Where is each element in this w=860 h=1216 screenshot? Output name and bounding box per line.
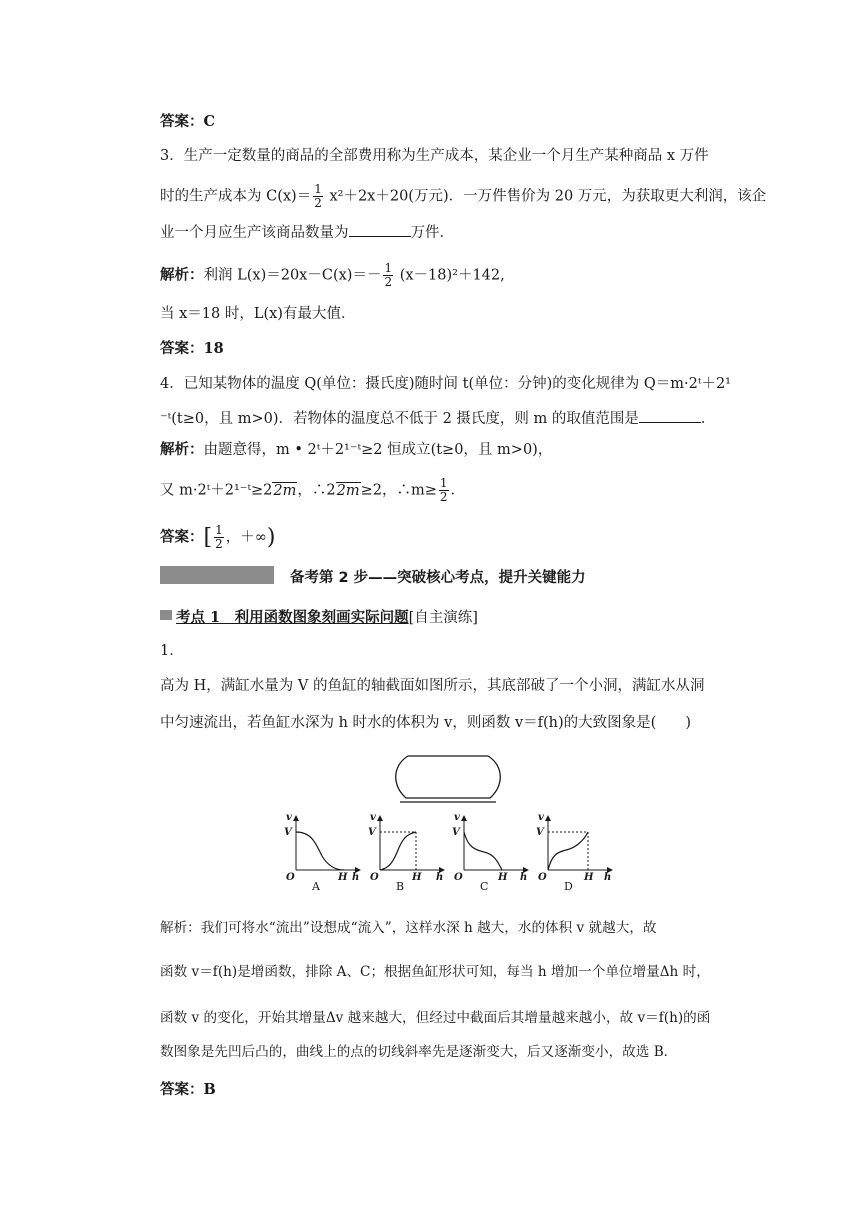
q4-line2end: ． — [700, 411, 716, 427]
q4-solution-2 — [160, 477, 465, 504]
axis-label: O — [454, 872, 463, 883]
graph-letter-b: B — [396, 880, 405, 893]
frac-den: 2 — [314, 196, 322, 210]
q3-line2 — [160, 183, 766, 210]
section-title: 备考第 2 步——突破核心考点，提升关键能力 — [290, 570, 586, 586]
answer-1: 答案：C — [160, 113, 216, 130]
q3-solution — [160, 262, 505, 289]
solution-label: 解析： — [160, 266, 204, 284]
fraction — [313, 183, 323, 210]
fraction — [383, 262, 393, 289]
axis-label: H — [498, 872, 508, 883]
solution-line1: 解析：我们可将水“流出”设想成“流入”，这样水深 h 越大，水的体积 v 就越大，故 — [160, 920, 657, 936]
q3-line3a: 业一个月应生产该商品数量为 — [160, 225, 349, 241]
axis-label: V — [284, 827, 292, 838]
answer-rest: ，＋∞ — [225, 529, 267, 546]
solution-label: 解析： — [160, 441, 204, 458]
fraction — [214, 524, 224, 551]
q4-solution — [160, 440, 552, 460]
answer-3: 答案：18 — [160, 340, 224, 357]
graph-letter-c: C — [480, 880, 489, 893]
answer-label: 答案： — [160, 528, 204, 546]
graph-letter-a: A — [312, 880, 320, 893]
axis-label: V — [368, 827, 376, 838]
fraction — [439, 477, 449, 504]
q4-sol-b: 由题意得，m • 2ᵗ＋2¹⁻ᵗ≥2 恒成立(t≥0，且 m>0)， — [203, 442, 553, 458]
axis-label: V — [536, 827, 544, 838]
answer-4 — [160, 524, 275, 551]
answer-blank — [349, 222, 411, 237]
axis-label: H — [412, 872, 422, 883]
q3-line2b: x²＋2x＋20(万元)．一万件售价为 20 万元，为获取更大利润，该企 — [324, 188, 767, 205]
axis-label: h — [520, 872, 528, 883]
q3-solution-2: 当 x＝18 时，L(x)有最大值． — [160, 306, 356, 322]
frac-num: 1 — [439, 476, 448, 490]
frac-den: 2 — [439, 490, 448, 504]
axis-label: h — [436, 872, 444, 883]
q4-sol2c: ，∴2 — [297, 482, 336, 499]
sqrt: 2m — [273, 482, 297, 499]
answer-blank — [639, 408, 701, 423]
topic-heading — [176, 606, 478, 627]
q3-sol-b: 利润 L(x)＝20x－C(x)＝－ — [203, 267, 382, 284]
axis-label: O — [538, 872, 547, 883]
axis-label: v — [370, 812, 376, 823]
frac-num: 1 — [314, 182, 322, 196]
section-bar — [160, 566, 274, 584]
frac-num: 1 — [215, 523, 223, 537]
axis-label: h — [604, 872, 612, 883]
frac-num: 1 — [384, 261, 393, 275]
q3-line2a: 时的生产成本为 C(x)＝ — [160, 188, 312, 205]
problem-line2: 中匀速流出，若鱼缸水深为 h 时水的体积为 v，则函数 v＝f(h)的大致图象是( ) — [160, 715, 691, 731]
axis-label: O — [370, 872, 379, 883]
q3-line3b: 万件． — [410, 225, 454, 241]
q3-sol-c: (x－18)²＋142, — [395, 267, 505, 284]
axis-label: O — [286, 872, 295, 883]
topic-icon — [160, 610, 172, 620]
q3-line3 — [160, 222, 454, 243]
q4-sol2a: 又 m·2ᵗ＋2¹⁻ᵗ≥2 — [160, 482, 273, 499]
graph-axis-labels — [282, 812, 620, 883]
q4-sol2f: ． — [450, 482, 466, 499]
frac-den: 2 — [384, 275, 393, 289]
solution-line4: 数图象是先凹后凸的，曲线上的点的切线斜率先是逐渐变大，后又逐渐变小，故选 B． — [160, 1044, 678, 1060]
graph-letter-d: D — [564, 880, 573, 893]
axis-label: H — [338, 872, 348, 883]
answer-p1: 答案：B — [160, 1081, 216, 1098]
axis-label: V — [452, 827, 460, 838]
problem-number: 1． — [160, 643, 184, 659]
q4-line2 — [160, 408, 715, 429]
frac-den: 2 — [215, 537, 223, 551]
q4-line2a: ⁻ᵗ(t≥0，且 m>0)．若物体的温度总不低于 2 摄氏度，则 m 的取值范围是 — [160, 411, 639, 427]
q3-line1: 3．生产一定数量的商品的全部费用称为生产成本，某企业一个月生产某种商品 x 万件 — [160, 148, 709, 164]
q4-line1: 4．已知某物体的温度 Q(单位：摄氏度)随时间 t(单位：分钟)的变化规律为 Q＝m·2ᵗ＋2¹ — [160, 376, 731, 392]
problem-line1: 高为 H，满缸水量为 V 的鱼缸的轴截面如图所示，其底部破了一个小洞，满缸水从洞 — [160, 678, 705, 694]
sqrt: 2m — [336, 482, 360, 499]
topic-label: 考点 1 利用函数图象刻画实际问题 — [176, 609, 409, 626]
axis-label: H — [584, 872, 594, 883]
axis-label: v — [286, 812, 292, 823]
axis-label: v — [454, 812, 460, 823]
topic-tag: [自主演练] — [408, 610, 478, 626]
fish-tank-figure — [392, 752, 504, 808]
solution-line3: 函数 v 的变化，开始其增量Δv 越来越大，但经过中截面后其增量越来越小，故 v＝f(h)的函 — [160, 1010, 711, 1026]
solution-line2: 函数 v＝f(h)是增函数，排除 A、C；根据鱼缸形状可知，每当 h 增加一个单位增量Δh 时， — [160, 964, 710, 980]
q4-sol2e: ≥2，∴m≥ — [360, 482, 437, 499]
left-bracket: [ — [203, 524, 213, 550]
graph-letters — [282, 880, 620, 896]
axis-label: h — [352, 872, 360, 883]
right-paren: ) — [266, 524, 276, 550]
axis-label: v — [538, 812, 544, 823]
